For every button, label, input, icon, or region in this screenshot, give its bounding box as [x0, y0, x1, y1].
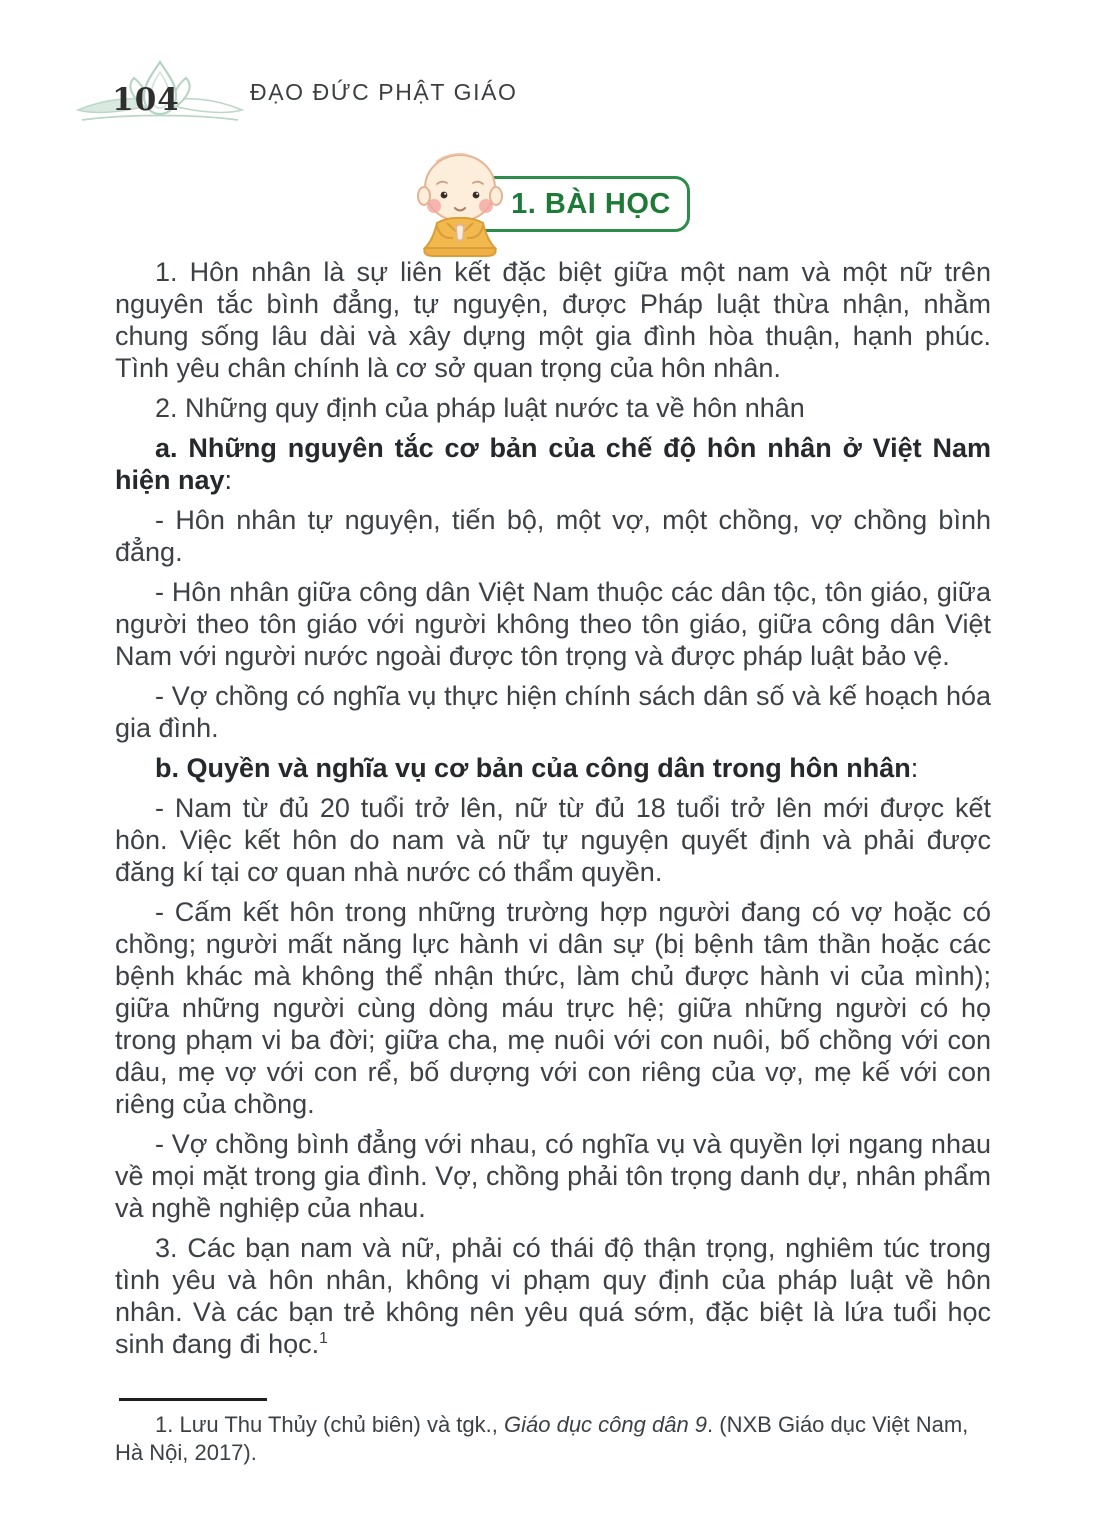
page-header	[76, 58, 518, 130]
paragraph-2: 2. Những quy định của pháp luật nước ta về hôn nhân	[155, 393, 805, 423]
list-item-b2: - Cấm kết hôn trong những trường hợp người đang có vợ hoặc có chồng; người mất năng lực hành vi dân sự (bị bệnh tâm thần hoặc các bệnh khác mà không thể nhận thức, làm chủ được hành vi của mình); giữa những người cùng dòng máu trực hệ; giữa những người có họ trong phạm vi ba đời; giữa cha, mẹ nuôi với con nuôi, bố chồng với con dâu, mẹ vợ với con rể, bố dượng với con riêng của vợ, mẹ kế với con riêng của chồng.	[115, 897, 991, 1119]
footnote-text	[115, 1411, 995, 1467]
lesson-content	[115, 256, 991, 1368]
footnote-ref-superscript: 1	[319, 1330, 328, 1347]
heading-a-text: a. Những nguyên tắc cơ bản của chế độ hôn nhân ở Việt Nam hiện nay	[115, 433, 991, 495]
paragraph-3	[115, 1232, 991, 1360]
footnote-work-title: Giáo dục công dân 9	[504, 1412, 708, 1437]
section-badge-label: 1. BÀI HỌC	[511, 187, 671, 220]
heading-b	[115, 752, 991, 784]
footnote-divider	[119, 1398, 267, 1401]
heading-a	[115, 432, 991, 496]
list-item-a3: - Vợ chồng có nghĩa vụ thực hiện chính sách dân số và kế hoạch hóa gia đình.	[115, 681, 991, 743]
footnote-citation-end: . (NXB Giáo dục Việt Nam, Hà Nội, 2017).	[115, 1412, 969, 1465]
list-item-a2: - Hôn nhân giữa công dân Việt Nam thuộc các dân tộc, tôn giáo, giữa người theo tôn giáo với người không theo tôn giáo, giữa công dân Việt Nam với người nước ngoài được tôn trọng và được pháp luật bảo vệ.	[115, 577, 991, 671]
list-item-b1: - Nam từ đủ 20 tuổi trở lên, nữ từ đủ 18 tuổi trở lên mới được kết hôn. Việc kết hôn do nam và nữ tự nguyện quyết định và phải được đăng kí tại cơ quan nhà nước có thẩm quyền.	[115, 793, 991, 887]
footnote-citation-start: 1. Lưu Thu Thủy (chủ biên) và tgk.,	[155, 1412, 504, 1437]
monk-icon	[406, 146, 516, 258]
heading-a-colon: :	[224, 465, 233, 495]
lotus-icon	[76, 58, 244, 130]
footnote	[115, 1398, 995, 1467]
paragraph-3-text: 3. Các bạn nam và nữ, phải có thái độ thận trọng, nghiêm túc trong tình yêu và hôn nhân, không vi phạm quy định của pháp luật về hôn nhân. Và các bạn trẻ không nên yêu quá sớm, đặc biệt là lứa tuổi học sinh đang đi học.	[115, 1233, 991, 1359]
book-title: ĐẠO ĐỨC PHẬT GIÁO	[250, 79, 518, 105]
heading-b-text: b. Quyền và nghĩa vụ cơ bản của công dân trong hôn nhân	[155, 753, 911, 783]
list-item-a1: - Hôn nhân tự nguyện, tiến bộ, một vợ, một chồng, vợ chồng bình đẳng.	[115, 505, 991, 567]
page-number: 104	[112, 82, 180, 118]
section-badge	[406, 146, 706, 258]
heading-b-colon: :	[910, 753, 919, 783]
paragraph-1: 1. Hôn nhân là sự liên kết đặc biệt giữa một nam và một nữ trên nguyên tắc bình đẳng, tự nguyện, được Pháp luật thừa nhận, nhằm chung sống lâu dài và xây dựng một gia đình hòa thuận, hạnh phúc. Tình yêu chân chính là cơ sở quan trọng của hôn nhân.	[115, 257, 991, 383]
list-item-b3: - Vợ chồng bình đẳng với nhau, có nghĩa vụ và quyền lợi ngang nhau về mọi mặt trong gia đình. Vợ, chồng phải tôn trọng danh dự, nhân phẩm và nghề nghiệp của nhau.	[115, 1129, 991, 1223]
